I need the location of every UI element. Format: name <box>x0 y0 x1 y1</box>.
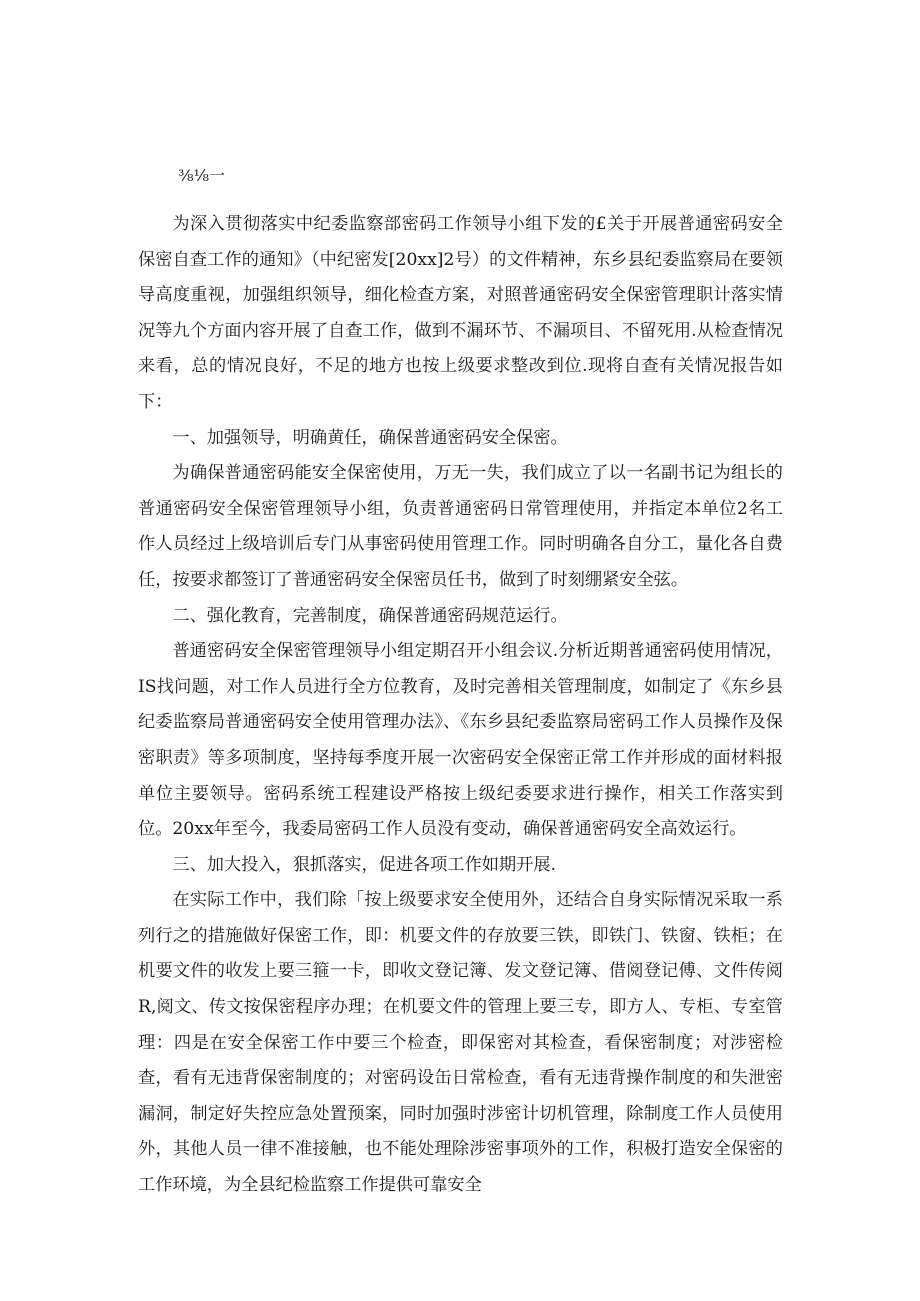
section-heading-3: 三、加大投入，狠抓落实，促进各项工作如期开展. <box>172 854 556 875</box>
intro-paragraph: 为深入贯彻落实中纪委监察部密码工作领导小组下发的£关于开展普通密码安全保密自查工作的通知》（中纪密发[20xx]2号）的文件精神，东乡县纪委监察局在要领导高度重视，加强组织领导，细化检查方案，对照普通密码安全保密管理职计落实情况等九个方面内容开展了自查工作，做到不漏环节、不漏项目、不留死用.从检查情况来看，总的情况良好，不足的地方也按上级要求整改到位.现将自查有关情况报告如下： <box>138 214 783 412</box>
document-body <box>138 207 783 1204</box>
document-header: ⅜⅛一 <box>178 166 226 185</box>
section-heading-2: 二、强化教育，完善制度，确保普通密码规范运行。 <box>172 605 568 626</box>
section-paragraph-3: 在实际工作中，我们除「按上级要求安全使用外，还结合自身实际情况采取一系列行之的措施做好保密工作，即：机要文件的存放要三铁，即铁门、铁窗、铁柜；在机要文件的收发上要三箍一卡，即收文登记簿、发文登记簿、借阅登记傅、文件传阅R,阅文、传文按保密程序办理；在机要文件的管理上要三专，即方人、专柜、专室管理：四是在安全保密工作中要三个检查，即保密对其检查，看保密制度；对涉密检查，看有无违背保密制度的；对密码设缶日常检查，看有无违背操作制度的和失泄密漏洞，制定好失控应急处置预案，同时加强时涉密计切机管理，除制度工作人员使用外，其他人员一律不准接触，也不能处理除涉密事项外的工作，积极打造安全保密的工作环境，为全县纪检监察工作提供可靠安全 <box>138 890 783 1196</box>
section-paragraph-2: 普通密码安全保密管理领导小组定期召开小组会议.分析近期普通密码使用情况，IS找问题，对工作人员进行全方位教育，及时完善相关管理制度，如制定了《东乡县纪委监察局普通密码安全使用管理办法》、《东乡县纪委监察局密码工作人员操作及保密职责》等多项制度，坚持每季度开展一次密码安全保密正常工作并形成的面材料报单位主要领导。密码系统工程建设严格按上级纪委要求进行操作，相关工作落实到位。20xx年至今，我委局密码工作人员没有变动，确保普通密码安全高效运行。 <box>138 641 783 840</box>
section-paragraph-1: 为确保普通密码能安全保密使用，万无一失，我们成立了以一名副书记为组长的普通密码安全保密管理领导小组，负责普通密码日常管理使用，并指定本单位2名工作人员经过上级培训后专门从事密码使用管理工作。同时明确各自分工，量化各自费任，按要求都签订了普通密码安全保密员任书，做到了时刻绷紧安全弦。 <box>138 463 783 590</box>
section-heading-1: 一、加强领导，明确黄任，确保普通密码安全保密。 <box>172 427 568 448</box>
